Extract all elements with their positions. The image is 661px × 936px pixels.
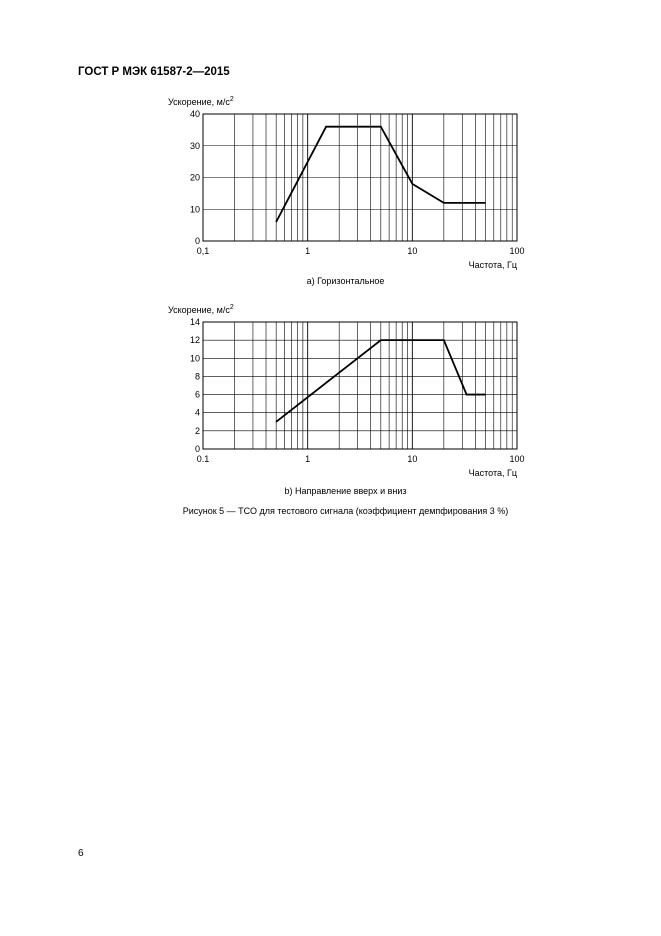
- chart-a-y-tick-label: 40: [189, 109, 200, 119]
- chart-a-x-axis-label: Частота, Гц: [468, 260, 517, 270]
- chart-a-y-tick-label: 20: [189, 172, 200, 183]
- page-number: 6: [78, 848, 84, 859]
- chart-b-x-tick-label: 10: [407, 454, 418, 464]
- chart-a-x-tick-label: 100: [509, 246, 525, 256]
- chart-a-x-tick-label: 0,1: [196, 246, 210, 256]
- chart-b-y-tick-label: 6: [194, 389, 200, 400]
- chart-a-x-tick-label: 10: [407, 246, 418, 256]
- chart-b-plot-frame: [203, 322, 517, 449]
- chart-b-y-tick-label: 8: [194, 371, 200, 382]
- chart-b-caption: b) Направление вверх и вниз: [284, 486, 407, 496]
- chart-b-x-tick-label: 100: [509, 454, 525, 464]
- chart-b-y-tick-label: 12: [189, 335, 200, 346]
- chart-b-x-tick-label: 0.1: [196, 454, 210, 464]
- chart-a-caption: а) Горизонтальное: [306, 276, 385, 286]
- chart-b-x-axis-label: Частота, Гц: [468, 468, 517, 478]
- figure-title: Рисунок 5 — ТСО для тестового сигнала (коэффициент демпфирования 3 %): [182, 506, 509, 516]
- chart-a-x-tick-label: 1: [305, 246, 311, 256]
- chart-b-y-tick-label: 4: [194, 407, 200, 418]
- chart-b-y-tick-label: 14: [189, 317, 200, 327]
- chart-a-y-tick-label: 0: [194, 236, 200, 246]
- chart-a-y-axis-label: Ускорение, $м/с^2$: [168, 96, 234, 107]
- chart-b-x-tick-label: 1: [305, 454, 311, 464]
- chart-a-y-tick-label: 10: [189, 204, 200, 215]
- chart-b-y-axis-label: Ускорение, $м/с^2$: [168, 304, 234, 315]
- chart-a-y-axis-label-sup: 2: [229, 96, 234, 103]
- chart-b-y-axis-label-sup: 2: [229, 304, 234, 311]
- chart-b-y-tick-label: 2: [194, 425, 200, 436]
- chart-b-y-tick-label: 10: [189, 353, 200, 364]
- chart-a-y-tick-label: 30: [189, 140, 200, 151]
- chart-b-y-tick-label: 0: [194, 444, 200, 454]
- document-header: ГОСТ Р МЭК 61587-2—2015: [78, 66, 230, 78]
